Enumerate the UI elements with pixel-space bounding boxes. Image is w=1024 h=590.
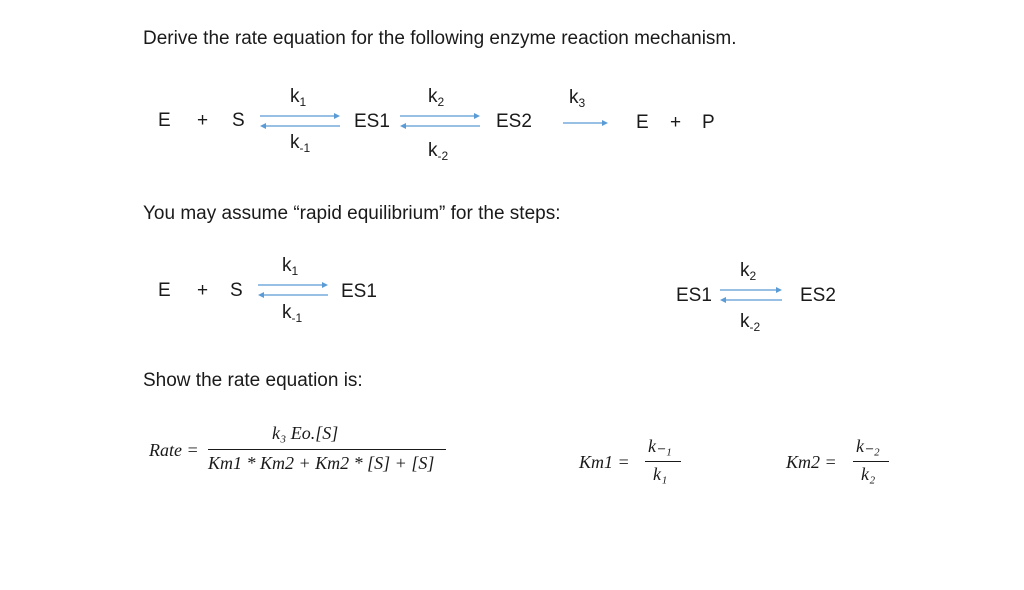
rate-constant-k2: $k_2$ [428,86,445,109]
km1-lhs: Km1 = [579,452,630,472]
km1-denominator: k₁ [653,464,668,484]
plus-sign: + [197,110,209,131]
species-p: P [702,112,715,133]
species-es1: ES1 [354,111,390,132]
fraction-bar [208,449,446,450]
rate-lhs: Rate = [149,440,199,460]
rate-constant-k-2: $k_{-2}$ [428,140,449,163]
rate-constant-k1: $k_1$ [290,86,307,109]
species-e: E [158,280,171,301]
species-e: E [158,110,171,131]
equilibrium-arrow-2 [398,112,482,130]
km1-numerator: k₋₁ [648,436,672,456]
rate-constant-k1: $k_1$ [282,255,299,278]
species-es2: ES2 [800,285,836,306]
km2-lhs: Km2 = [786,452,837,472]
fraction-bar [853,461,889,462]
rate-constant-k-1: $k_{-1}$ [282,302,303,325]
rate-constant-k2: $k_2$ [740,260,757,283]
question-text: Derive the rate equation for the following enzyme reaction mechanism. [143,28,737,49]
species-es2: ES2 [496,111,532,132]
species-s: S [232,110,245,131]
forward-arrow [562,118,610,128]
rate-denominator: Km1 * Km2 + Km2 * [S] + [S] [208,453,435,473]
species-es1: ES1 [676,285,712,306]
plus-sign: + [197,280,209,301]
plus-sign-2: + [670,112,682,133]
species-s: S [230,280,243,301]
fraction-bar [645,461,681,462]
equilibrium-arrow [718,286,784,304]
equilibrium-arrow-1 [258,112,342,130]
rate-constant-k-2: $k_{-2}$ [740,311,761,334]
km2-denominator: k₂ [861,464,876,484]
species-e-product: E [636,112,649,133]
rate-constant-k-1: $k_{-1}$ [290,132,311,155]
equilibrium-arrow [256,281,330,299]
species-es1: ES1 [341,281,377,302]
assumption-text: You may assume “rapid equilibrium” for the steps: [143,203,561,224]
rate-constant-k3: $k_3$ [569,87,586,110]
km2-numerator: k₋₂ [856,436,880,456]
rate-numerator: k₃ Eo.[S] [272,423,339,443]
show-text: Show the rate equation is: [143,370,363,391]
